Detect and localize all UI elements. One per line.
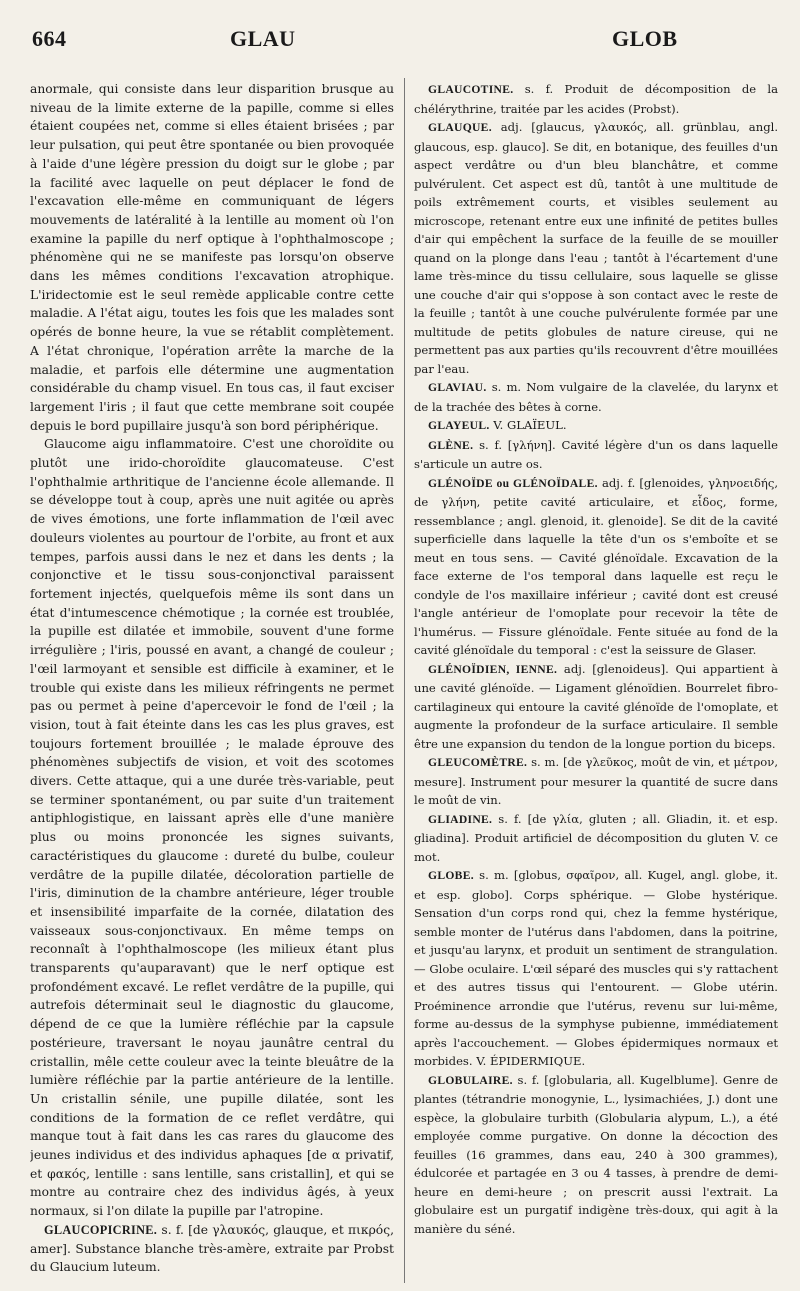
entry-headword: GLAVIAU.	[428, 381, 487, 394]
dictionary-entry	[414, 80, 778, 118]
entry-text: s. m. Nom vulgaire de la clavelée, du larynx et de la trachée des bêtes à corne.	[414, 380, 778, 414]
entry-headword: GLAYEUL.	[428, 419, 490, 432]
page-header	[30, 18, 776, 58]
left-running-head: GLAU	[230, 26, 296, 51]
entry-headword: GLEUCOMÈTRE.	[428, 756, 528, 769]
dictionary-entry	[414, 118, 778, 378]
dictionary-entry	[414, 660, 778, 754]
entry-text: s. f. Produit de décomposition de la chélérythrine, traitée par les acides (Probst).	[414, 82, 778, 116]
entry-text: anormale, qui consiste dans leur disparition brusque au niveau de la limite externe de la papille, comme si elles étaient coupées net, comme si elles étaient brisées ; par leur pulsation, qui peut être spontanée ou bien provoquée à l'aide d'une légère pression du doigt sur le globe ; par la facilité avec laquelle on peut déplacer le fond de l'excavation elle-même en communiquant de légers mouvements de latéralité à la lentille au moment où l'on examine la papille du nerf optique à l'ophthalmoscope ; phénomène qui ne se manifeste pas lorsqu'on observe dans les mêmes conditions l'excavation atrophique. L'iridectomie est le seul remède applicable contre cette maladie. A l'état aigu, toutes les fois que les malades sont opérés de bonne heure, la vue se rétablit complètement. A l'état chronique, l'opération arrête la marche de la maladie, et parfois elle détermine une augmentation considérable du champ visuel. En tous cas, il faut exciser largement l'iris ; il faut que cette membrane soit coupée depuis le bord pupillaire jusqu'à son bord périphérique.	[30, 82, 394, 433]
entry-headword: GLAUCOPICRINE.	[44, 1222, 158, 1237]
dictionary-entry	[30, 435, 394, 1221]
entry-headword: GLÉNOÏDE ou GLÉNOÏDALE.	[428, 476, 598, 490]
entry-text: V. GLAÏEUL.	[493, 418, 567, 432]
dictionary-entry	[414, 416, 778, 436]
dictionary-entry	[414, 1071, 778, 1239]
dictionary-entry	[414, 378, 778, 416]
dictionary-entry	[30, 80, 394, 435]
entry-headword: GLOBULAIRE.	[428, 1073, 513, 1087]
entry-headword: GLIADINE.	[428, 812, 493, 826]
dictionary-entry	[414, 753, 778, 810]
entry-text: adj. [glaucus, γλαυκός, all. grünblau, angl. glaucous, esp. glauco]. Se dit, en botanique, des feuilles d'un aspect verdâtre ou d'un bleu blanchâtre, et comme pulvérulent. Cet aspect est dû, tantôt à une multitude de poils extrêmement courts, et visibles seulement au microscope, retenant entre eux une infinité de petites bulles d'air qui empêchent la surface de la feuille de se mouiller quand on la plonge dans l'eau ; tantôt à l'écartement d'une lame très-mince du tissu cellulaire, sous laquelle se glisse une couche d'air qui s'oppose à son contact avec le reste de la feuille ; tantôt à une couche pulvérulente formée par une multitude de petits globules de nature cireuse, qui ne permettent pas aux parties qu'ils recouvrent d'être mouillées par l'eau.	[414, 120, 778, 376]
entry-text: Glaucome aigu inflammatoire. C'est une choroïdite ou plutôt une irido-choroïdite glaucomateuse. C'est l'ophthalmie arthritique de l'ancienne école allemande. Il se développe tout à coup, après une nuit agitée ou après de vives émotions, une forte inflammation de l'œil avec douleurs violentes au pourtour de l'orbite, au front et aux tempes, parfois aussi dans le nez et dans les dents ; la conjonctive et le tissu sous-conjonctival paraissent fortement injectés, quelquefois même ils sont dans un état d'intumescence chémotique ; la cornée est troublée, la pupille est dilatée et immobile, souvent d'une forme irrégulière ; l'iris, poussé en avant, a changé de couleur ; l'œil larmoyant et sensible est difficile à examiner, et le trouble qui existe dans les milieux réfringents ne permet pas ou permet à peine d'apercevoir le fond de l'œil ; la vision, tout à fait éteinte dans les cas les plus graves, est toujours fortement brouillée ; le malade éprouve des phénomènes subjectifs de vision, et voit des scotomes divers. Cette attaque, qui a une durée très-variable, peut se terminer spontanément, ou par suite d'un traitement antiphlogistique, en laissant après elle d'une manière plus ou moins prononcée les signes suivants, caractéristiques du glaucome : dureté du bulbe, couleur verdâtre de la pupille dilatée, décoloration partielle de l'iris, diminution de la chambre antérieure, léger trouble et insensibilité imparfaite de la cornée, dilatation des vaisseaux sous-conjonctivaux. En même temps on reconnaît à l'ophthalmoscope (les milieux étant plus transparents qu'auparavant) que le nerf optique est profondément excavé. Le reflet verdâtre de la pupille, qui autrefois déterminait seul le diagnostic du glaucome, dépend de ce que la lumière réfléchie par la capsule postérieure, traversant le noyau jaunâtre central du cristallin, mêle cette couleur avec la teinte bleuâtre de la lumière réfléchie par la partie antérieure de la lentille. Un cristallin sénile, une pupille dilatée, sont les conditions de la formation de ce reflet verdâtre, qui manque tout à fait dans les cas rares du glaucome des jeunes individus et des individus aphaques [de α privatif, et φακός, lentille : sans lentille, sans cristallin], et qui se montre au contraire chez des individus âgés, à yeux normaux, si l'on dilate la pupille par l'atropine.	[30, 437, 394, 1219]
right-running-head: GLOB	[612, 26, 678, 51]
entry-text: s. f. [globularia, all. Kugelblume]. Genre de plantes (tétrandrie monogynie, L., lysimachiées, J.) dont une espèce, la globulaire turbith (Globularia alypum, L.), a été employée comme purgative. On donne la décoction des feuilles (16 grammes, dans eau, 240 à 300 grammes), édulcorée et partagée en 3 ou 4 tasses, à prendre de demi-heure en demi-heure ; on prescrit aussi l'extrait. La globulaire est un purgatif indigène très-doux, qui agit à la manière du séné.	[414, 1072, 778, 1236]
entry-headword: GLÉNOÏDIEN, IENNE.	[428, 662, 558, 676]
dictionary-entry	[414, 866, 778, 1071]
entry-text: s. f. [de γλία, gluten ; all. Gliadin, it. et esp. gliadina]. Produit artificiel de décomposition du gluten V. ce mot.	[414, 811, 778, 864]
entry-text: s. m. [de γλεῦκος, moût de vin, et μέτρον, mesure]. Instrument pour mesurer la quantité de sucre dans le moût de vin.	[414, 755, 778, 807]
dictionary-entry	[414, 474, 778, 660]
entry-headword: GLAUCOTINE.	[428, 83, 514, 96]
entry-headword: GLOBE.	[428, 869, 474, 882]
entry-text: s. f. [γλήνη]. Cavité légère d'un os dans laquelle s'articule un autre os.	[414, 437, 778, 471]
dictionary-entry	[414, 436, 778, 474]
entry-text: s. f. [de γλαυκός, glauque, et πικρός, amer]. Substance blanche très-amère, extraite par Probst du Glaucium luteum.	[30, 1222, 394, 1275]
right-column	[414, 80, 778, 1280]
dictionary-entry	[414, 810, 778, 867]
entry-headword: GLAUQUE.	[428, 121, 492, 134]
dictionary-entry	[30, 1221, 394, 1277]
entry-headword: GLÈNE.	[428, 438, 474, 452]
entry-text: s. m. [globus, σφαῖρον, all. Kugel, angl. globe, it. et esp. globo]. Corps sphérique. — Globe hystérique. Sensation d'un corps rond qui, chez la femme hystérique, semble monter de l'utérus dans l'abdomen, dans la poitrine, et jusqu'au larynx, et produit un sentiment de strangulation. — Globe oculaire. L'œil séparé des muscles qui s'y rattachent et des autres tissus qui l'entourent. — Globe utérin. Proéminence arrondie que l'utérus, revenu sur lui-même, forme au-dessus de la symphyse pubienne, immédiatement après l'accouchement. — Globes épidermiques normaux et morbides. V. ÉPIDERMIQUE.	[414, 868, 778, 1068]
column-divider	[404, 78, 405, 1283]
page-number: 664	[32, 26, 67, 51]
entry-text: adj. [glenoideus]. Qui appartient à une cavité glénoïde. — Ligament glénoïdien. Bourrelet fibro-cartilagineux qui entoure la cavité glénoïde de l'omoplate, et augmente la profondeur de la surface articulaire. Il semble être une expansion du tendon de la longue portion du biceps.	[414, 661, 778, 751]
left-column	[30, 80, 394, 1280]
entry-text: adj. f. [glenoides, γληνοειδής, de γλήνη, petite cavité articulaire, et εἶδος, forme, ressemblance ; angl. glenoid, it. glenoide]. Se dit de la cavité superficielle dans laquelle la tête d'un os s'emboîte et se meut en tous sens. — Cavité glénoïdale. Excavation de la face externe de l'os temporal dans laquelle est reçu le condyle de l'os maxillaire inférieur ; cavité dont est creusé l'angle antérieur de l'omoplate pour recevoir la tête de l'humérus. — Fissure glénoïdale. Fente située au fond de la cavité glénoïdale du temporal : c'est la seissure de Glaser.	[414, 475, 778, 657]
